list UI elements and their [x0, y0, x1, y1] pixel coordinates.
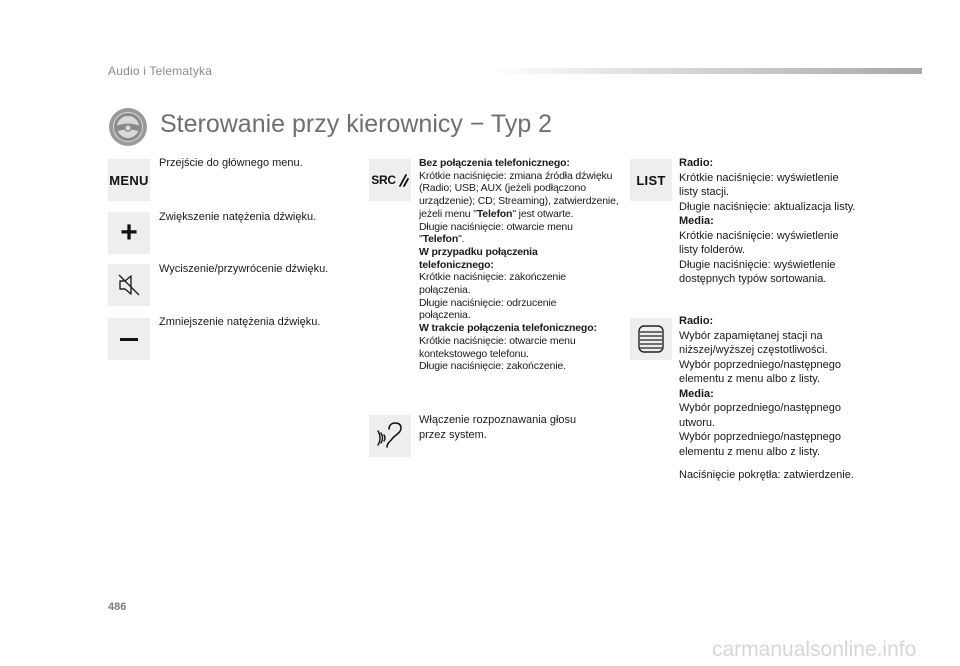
src-no-call-long-end: ". — [458, 233, 465, 246]
page-number: 486 — [108, 601, 127, 613]
src-incoming-heading: W przypadku połączenia telefonicznego: — [419, 245, 538, 271]
thumbwheel-icon — [630, 318, 672, 360]
src-no-call-short-end: " jest otwarte. — [512, 207, 574, 220]
minus-icon — [120, 338, 138, 341]
src-during-short: Krótkie naciśnięcie: otwarcie menu kontekstowego telefonu. — [419, 334, 576, 360]
voice-description: Włączenie rozpoznawania głosu przez system. — [419, 414, 577, 441]
mute-icon — [108, 264, 150, 306]
mute-description: Wyciszenie/przywrócenie dźwięku. — [159, 263, 329, 275]
list-icon-label: LIST — [636, 172, 666, 188]
wheel-media-text1: Wybór poprzedniego/następnego utworu. — [679, 402, 841, 429]
telefon-menu-name: Telefon — [476, 207, 513, 220]
src-incoming-short: Krótkie naciśnięcie: zakończenie połączenia. — [419, 271, 566, 297]
volume-down-icon — [108, 318, 150, 360]
src-description — [419, 157, 619, 373]
voice-recognition-icon — [375, 421, 405, 451]
section-label: Audio i Telematyka — [108, 64, 213, 78]
list-radio-heading: Radio: — [679, 157, 714, 169]
src-no-call-long-text: Długie naciśnięcie: otwarcie menu " — [419, 220, 573, 246]
list-radio-short: Krótkie naciśnięcie: wyświetlenie listy stacji. — [679, 171, 839, 198]
page-title: Sterowanie przy kierownicy − Typ 2 — [160, 110, 553, 138]
src-button-icon — [369, 159, 411, 201]
src-no-call-long — [419, 221, 619, 246]
volume-up-icon — [108, 212, 150, 254]
list-radio-long: Długie naciśnięcie: aktualizacja listy. — [679, 200, 856, 213]
wheel-media-heading: Media: — [679, 387, 714, 400]
volume-down-description: Zmniejszenie natężenia dźwięku. — [159, 316, 321, 328]
scroll-wheel-icon — [637, 324, 665, 354]
wheel-press: Naciśnięcie pokrętła: zatwierdzenie. — [679, 469, 854, 481]
menu-icon-label: MENU — [109, 172, 149, 188]
speaker-muted-icon — [116, 272, 142, 298]
list-media-long: Długie naciśnięcie: wyświetlenie dostępnych typów sortowania. — [679, 258, 836, 285]
list-media-heading: Media: — [679, 215, 714, 227]
list-description — [679, 156, 879, 287]
voice-button-icon — [369, 415, 411, 457]
src-during-long: Długie naciśnięcie: zakończenie. — [419, 360, 566, 373]
volume-up-description: Zwiększenie natężenia dźwięku. — [159, 211, 317, 223]
header-gradient-bar — [490, 68, 922, 74]
src-no-call-short — [419, 170, 619, 221]
src-no-call-short-text: Krótkie naciśnięcie: zmiana źródła dźwięku (Radio; USB; AUX (jeżeli podłączono urządzenie); CD; Streaming), zatwierdzenie, jeżeli menu " — [419, 169, 619, 220]
src-no-call-heading: Bez połączenia telefonicznego: — [419, 157, 570, 169]
menu-button-icon — [108, 159, 150, 201]
wheel-description — [679, 314, 869, 483]
wheel-radio-text2: Wybór poprzedniego/następnego elementu z menu albo z listy. — [679, 358, 841, 385]
phone-handset-icon — [397, 173, 409, 187]
wheel-radio-text1: Wybór zapamiętanej stacji na niższej/wyższej częstotliwości. — [679, 329, 828, 356]
wheel-radio-heading: Radio: — [679, 315, 714, 327]
src-icon-label: SRC — [371, 173, 396, 187]
watermark: carmanualsonline.info — [712, 638, 917, 661]
plus-icon-label: + — [120, 216, 138, 249]
src-during-heading: W trakcie połączenia telefonicznego: — [419, 322, 597, 335]
menu-description: Przejście do głównego menu. — [159, 157, 303, 169]
steering-wheel-icon — [108, 107, 148, 147]
wheel-media-text2: Wybór poprzedniego/następnego elementu z menu albo z listy. — [679, 431, 841, 458]
src-incoming-long: Długie naciśnięcie: odrzucenie połączenia. — [419, 296, 557, 322]
telefon-menu-name-2: Telefon — [422, 233, 459, 246]
list-media-short: Krótkie naciśnięcie: wyświetlenie listy folderów. — [679, 229, 839, 256]
list-button-icon — [630, 159, 672, 201]
